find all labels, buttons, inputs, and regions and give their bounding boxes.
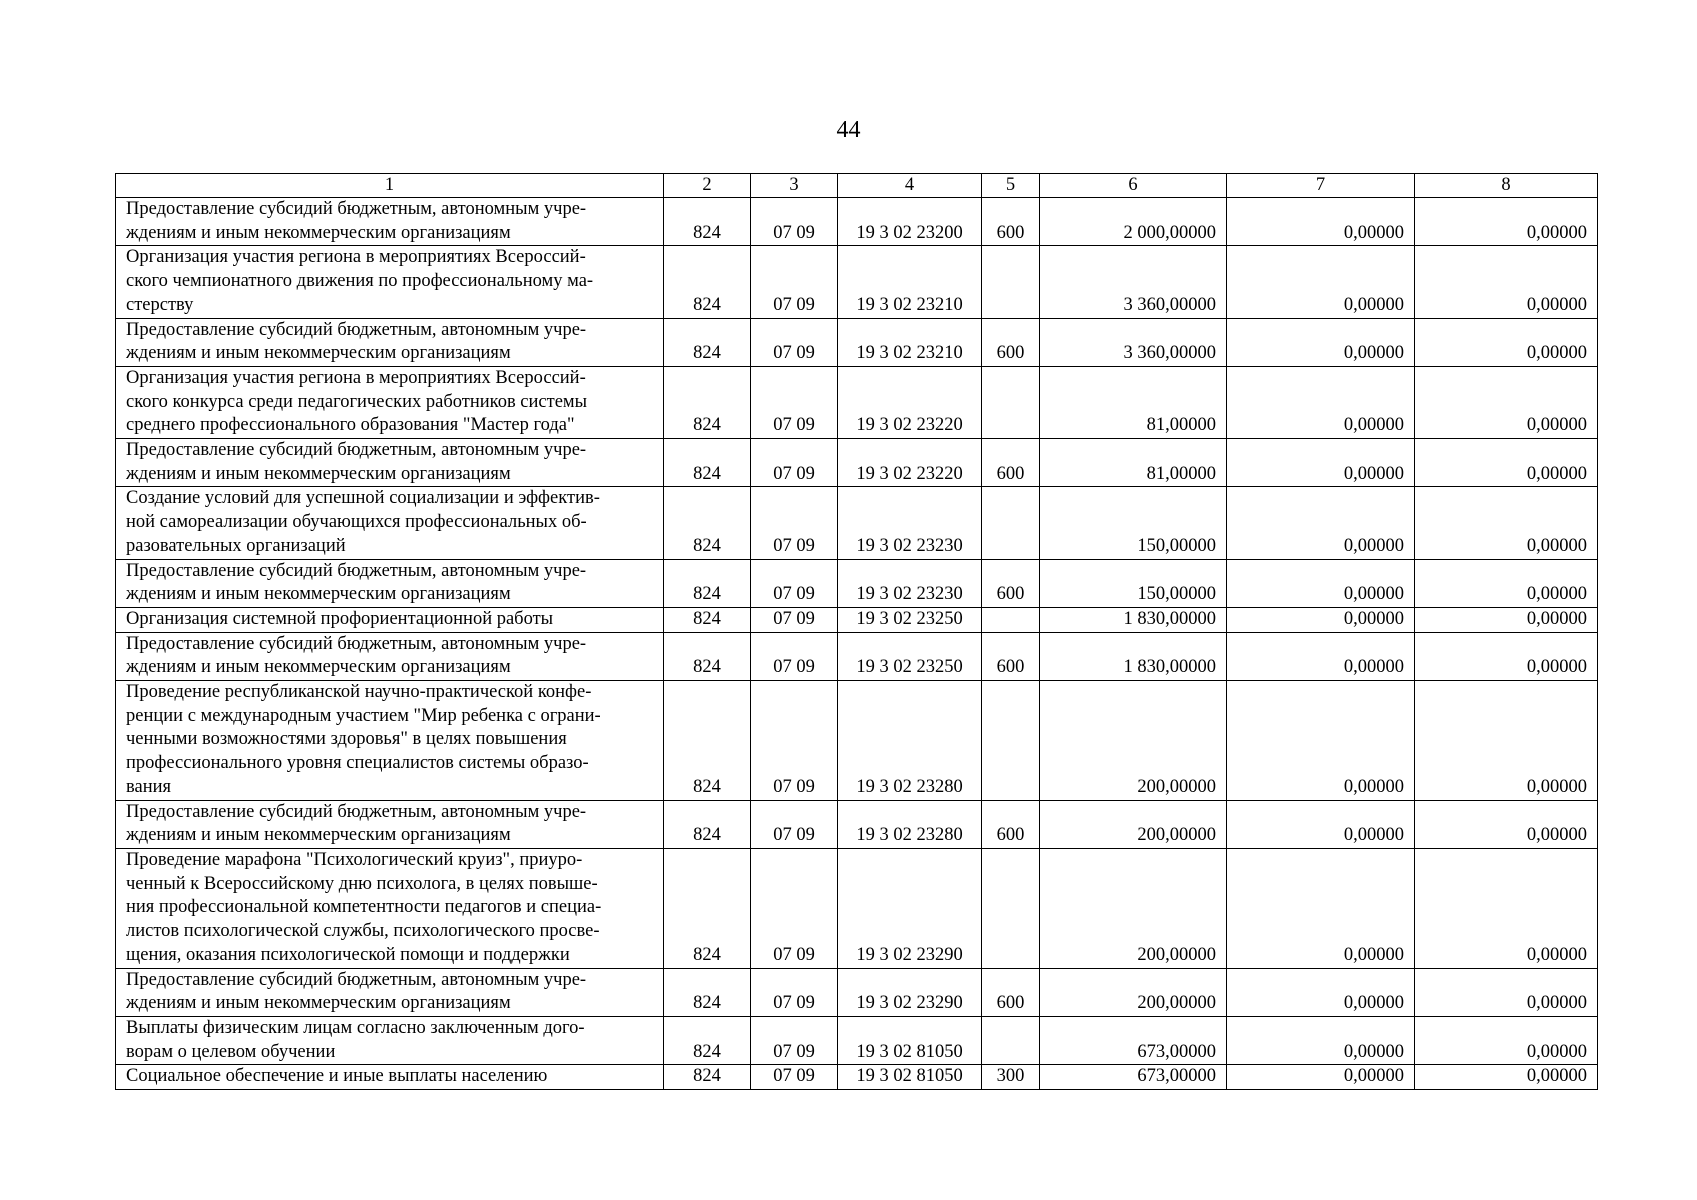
expense-type-cell: 600 <box>982 968 1040 1016</box>
item-name-line: Предоставление субсидий бюджетным, автономным учре- <box>126 633 587 654</box>
expense-type-cell <box>982 487 1040 559</box>
target-article-cell: 19 3 02 23200 <box>838 198 982 246</box>
amount-year2-cell: 0,00000 <box>1227 968 1415 1016</box>
target-article-cell: 19 3 02 23210 <box>838 318 982 366</box>
item-name-cell <box>116 607 664 632</box>
item-name-line: ждениям и иным некоммерческим организациям <box>126 222 511 243</box>
amount-year3-cell: 0,00000 <box>1415 1016 1598 1064</box>
target-article-cell: 19 3 02 81050 <box>838 1065 982 1090</box>
table-row <box>116 559 1598 607</box>
section-code-cell: 07 09 <box>751 487 838 559</box>
table-row <box>116 198 1598 246</box>
amount-year3-cell: 0,00000 <box>1415 318 1598 366</box>
expense-type-cell: 300 <box>982 1065 1040 1090</box>
table-body <box>116 198 1598 1090</box>
section-code-cell: 07 09 <box>751 632 838 680</box>
amount-year3-cell: 0,00000 <box>1415 848 1598 968</box>
grbs-code-cell: 824 <box>664 366 751 438</box>
table-row <box>116 607 1598 632</box>
grbs-code-cell: 824 <box>664 318 751 366</box>
amount-year2-cell: 0,00000 <box>1227 632 1415 680</box>
amount-year2-cell: 0,00000 <box>1227 1016 1415 1064</box>
target-article-cell: 19 3 02 23230 <box>838 559 982 607</box>
item-name-line: ренции с международным участием "Мир ребенка с ограни- <box>126 705 601 726</box>
expense-type-cell: 600 <box>982 439 1040 487</box>
item-name-line: ворам о целевом обучении <box>126 1041 336 1062</box>
amount-year1-cell: 673,00000 <box>1040 1065 1227 1090</box>
item-name-line: Предоставление субсидий бюджетным, автономным учре- <box>126 560 587 581</box>
item-name-line: ждениям и иным некоммерческим организациям <box>126 343 511 364</box>
table-row <box>116 968 1598 1016</box>
budget-table <box>115 173 1598 1090</box>
expense-type-cell <box>982 848 1040 968</box>
amount-year3-cell: 0,00000 <box>1415 632 1598 680</box>
section-code-cell: 07 09 <box>751 848 838 968</box>
amount-year1-cell: 3 360,00000 <box>1040 246 1227 318</box>
item-name-line: ского конкурса среди педагогических работников системы <box>126 391 588 412</box>
amount-year1-cell: 673,00000 <box>1040 1016 1227 1064</box>
column-number-row <box>116 174 1598 198</box>
target-article-cell: 19 3 02 23220 <box>838 439 982 487</box>
item-name-cell <box>116 366 664 438</box>
item-name-line: щения, оказания психологической помощи и поддержки <box>126 944 570 965</box>
item-name-line: вания <box>126 776 172 797</box>
section-code-cell: 07 09 <box>751 318 838 366</box>
item-name-line: ждениям и иным некоммерческим организациям <box>126 584 511 605</box>
item-name-line: ского чемпионатного движения по профессиональному ма- <box>126 271 594 292</box>
item-name-line: Предоставление субсидий бюджетным, автономным учре- <box>126 199 587 219</box>
target-article-cell: 19 3 02 23290 <box>838 848 982 968</box>
item-name-line: Организация участия региона в мероприятиях Всероссий- <box>126 367 586 388</box>
item-name-cell <box>116 559 664 607</box>
item-name-cell <box>116 632 664 680</box>
amount-year1-cell: 81,00000 <box>1040 439 1227 487</box>
amount-year2-cell: 0,00000 <box>1227 246 1415 318</box>
column-number: 5 <box>982 174 1040 198</box>
table-row <box>116 632 1598 680</box>
amount-year1-cell: 3 360,00000 <box>1040 318 1227 366</box>
item-name-line: ной самореализации обучающихся профессиональных об- <box>126 512 587 533</box>
table-row <box>116 366 1598 438</box>
item-name-line: Организация участия региона в мероприятиях Всероссий- <box>126 247 586 268</box>
expense-type-cell: 600 <box>982 632 1040 680</box>
item-name-line: Проведение республиканской научно-практической конфе- <box>126 682 592 703</box>
table-row <box>116 487 1598 559</box>
section-code-cell: 07 09 <box>751 968 838 1016</box>
section-code-cell: 07 09 <box>751 439 838 487</box>
item-name-line: Социальное обеспечение и иные выплаты населению <box>126 1066 548 1087</box>
item-name-line: ждениям и иным некоммерческим организациям <box>126 993 511 1014</box>
item-name-line: ченными возможностями здоровья" в целях повышения <box>126 729 567 750</box>
grbs-code-cell: 824 <box>664 968 751 1016</box>
grbs-code-cell: 824 <box>664 800 751 848</box>
target-article-cell: 19 3 02 23250 <box>838 632 982 680</box>
table-row <box>116 1065 1598 1090</box>
item-name-line: ждениям и иным некоммерческим организациям <box>126 825 511 846</box>
item-name-line: Организация системной профориентационной работы <box>126 608 554 629</box>
item-name-line: стерству <box>126 294 194 315</box>
expense-type-cell: 600 <box>982 800 1040 848</box>
item-name-cell <box>116 439 664 487</box>
column-number: 6 <box>1040 174 1227 198</box>
target-article-cell: 19 3 02 23280 <box>838 681 982 801</box>
target-article-cell: 19 3 02 23250 <box>838 607 982 632</box>
target-article-cell: 19 3 02 23210 <box>838 246 982 318</box>
column-number: 4 <box>838 174 982 198</box>
section-code-cell: 07 09 <box>751 607 838 632</box>
item-name-cell <box>116 198 664 246</box>
target-article-cell: 19 3 02 23220 <box>838 366 982 438</box>
column-number: 1 <box>116 174 664 198</box>
section-code-cell: 07 09 <box>751 1016 838 1064</box>
item-name-line: среднего профессионального образования "Мастер года" <box>126 415 575 436</box>
section-code-cell: 07 09 <box>751 246 838 318</box>
amount-year2-cell: 0,00000 <box>1227 318 1415 366</box>
expense-type-cell <box>982 366 1040 438</box>
grbs-code-cell: 824 <box>664 681 751 801</box>
amount-year3-cell: 0,00000 <box>1415 246 1598 318</box>
amount-year3-cell: 0,00000 <box>1415 559 1598 607</box>
item-name-line: ния профессиональной компетентности педагогов и специа- <box>126 897 602 918</box>
amount-year1-cell: 200,00000 <box>1040 968 1227 1016</box>
table-row <box>116 681 1598 801</box>
item-name-cell <box>116 487 664 559</box>
column-number: 2 <box>664 174 751 198</box>
amount-year1-cell: 200,00000 <box>1040 800 1227 848</box>
amount-year2-cell: 0,00000 <box>1227 366 1415 438</box>
column-number: 7 <box>1227 174 1415 198</box>
target-article-cell: 19 3 02 81050 <box>838 1016 982 1064</box>
amount-year2-cell: 0,00000 <box>1227 439 1415 487</box>
amount-year3-cell: 0,00000 <box>1415 198 1598 246</box>
item-name-cell <box>116 800 664 848</box>
item-name-line: ждениям и иным некоммерческим организациям <box>126 463 511 484</box>
amount-year2-cell: 0,00000 <box>1227 848 1415 968</box>
amount-year3-cell: 0,00000 <box>1415 1065 1598 1090</box>
amount-year1-cell: 200,00000 <box>1040 848 1227 968</box>
amount-year2-cell: 0,00000 <box>1227 559 1415 607</box>
table-row <box>116 318 1598 366</box>
item-name-cell <box>116 1065 664 1090</box>
amount-year2-cell: 0,00000 <box>1227 681 1415 801</box>
item-name-line: Выплаты физическим лицам согласно заключенным дого- <box>126 1017 585 1038</box>
grbs-code-cell: 824 <box>664 607 751 632</box>
expense-type-cell: 600 <box>982 198 1040 246</box>
expense-type-cell <box>982 681 1040 801</box>
amount-year1-cell: 1 830,00000 <box>1040 632 1227 680</box>
item-name-line: разовательных организаций <box>126 535 346 556</box>
item-name-cell <box>116 1016 664 1064</box>
amount-year3-cell: 0,00000 <box>1415 607 1598 632</box>
item-name-cell <box>116 318 664 366</box>
amount-year2-cell: 0,00000 <box>1227 607 1415 632</box>
item-name-line: ченный к Всероссийскому дню психолога, в целях повыше- <box>126 873 598 894</box>
grbs-code-cell: 824 <box>664 439 751 487</box>
table-row <box>116 848 1598 968</box>
grbs-code-cell: 824 <box>664 246 751 318</box>
grbs-code-cell: 824 <box>664 487 751 559</box>
item-name-line: Создание условий для успешной социализации и эффектив- <box>126 488 600 509</box>
section-code-cell: 07 09 <box>751 198 838 246</box>
amount-year1-cell: 1 830,00000 <box>1040 607 1227 632</box>
section-code-cell: 07 09 <box>751 559 838 607</box>
column-number: 8 <box>1415 174 1598 198</box>
table-row <box>116 439 1598 487</box>
amount-year3-cell: 0,00000 <box>1415 366 1598 438</box>
expense-type-cell <box>982 1016 1040 1064</box>
item-name-line: ждениям и иным некоммерческим организациям <box>126 657 511 678</box>
amount-year3-cell: 0,00000 <box>1415 439 1598 487</box>
item-name-cell <box>116 246 664 318</box>
target-article-cell: 19 3 02 23290 <box>838 968 982 1016</box>
table-row <box>116 800 1598 848</box>
item-name-line: Предоставление субсидий бюджетным, автономным учре- <box>126 801 587 822</box>
amount-year1-cell: 2 000,00000 <box>1040 198 1227 246</box>
amount-year2-cell: 0,00000 <box>1227 1065 1415 1090</box>
column-number: 3 <box>751 174 838 198</box>
item-name-cell <box>116 848 664 968</box>
amount-year2-cell: 0,00000 <box>1227 487 1415 559</box>
item-name-cell <box>116 681 664 801</box>
item-name-line: Предоставление субсидий бюджетным, автономным учре- <box>126 319 587 340</box>
amount-year2-cell: 0,00000 <box>1227 198 1415 246</box>
item-name-line: Проведение марафона "Психологический круиз", приуро- <box>126 849 583 870</box>
section-code-cell: 07 09 <box>751 681 838 801</box>
expense-type-cell: 600 <box>982 318 1040 366</box>
amount-year1-cell: 150,00000 <box>1040 487 1227 559</box>
amount-year3-cell: 0,00000 <box>1415 800 1598 848</box>
expense-type-cell: 600 <box>982 559 1040 607</box>
item-name-line: Предоставление субсидий бюджетным, автономным учре- <box>126 440 587 461</box>
amount-year3-cell: 0,00000 <box>1415 487 1598 559</box>
amount-year3-cell: 0,00000 <box>1415 968 1598 1016</box>
grbs-code-cell: 824 <box>664 559 751 607</box>
section-code-cell: 07 09 <box>751 1065 838 1090</box>
grbs-code-cell: 824 <box>664 632 751 680</box>
grbs-code-cell: 824 <box>664 198 751 246</box>
item-name-line: листов психологической службы, психологического просве- <box>126 921 600 942</box>
grbs-code-cell: 824 <box>664 1016 751 1064</box>
expense-type-cell <box>982 607 1040 632</box>
expense-type-cell <box>982 246 1040 318</box>
grbs-code-cell: 824 <box>664 1065 751 1090</box>
table-row <box>116 1016 1598 1064</box>
amount-year2-cell: 0,00000 <box>1227 800 1415 848</box>
page-number: 44 <box>836 117 861 143</box>
item-name-cell <box>116 968 664 1016</box>
target-article-cell: 19 3 02 23280 <box>838 800 982 848</box>
table-row <box>116 246 1598 318</box>
amount-year1-cell: 81,00000 <box>1040 366 1227 438</box>
target-article-cell: 19 3 02 23230 <box>838 487 982 559</box>
item-name-line: Предоставление субсидий бюджетным, автономным учре- <box>126 969 587 990</box>
item-name-line: профессионального уровня специалистов системы образо- <box>126 753 589 774</box>
section-code-cell: 07 09 <box>751 800 838 848</box>
amount-year1-cell: 150,00000 <box>1040 559 1227 607</box>
section-code-cell: 07 09 <box>751 366 838 438</box>
amount-year3-cell: 0,00000 <box>1415 681 1598 801</box>
amount-year1-cell: 200,00000 <box>1040 681 1227 801</box>
grbs-code-cell: 824 <box>664 848 751 968</box>
